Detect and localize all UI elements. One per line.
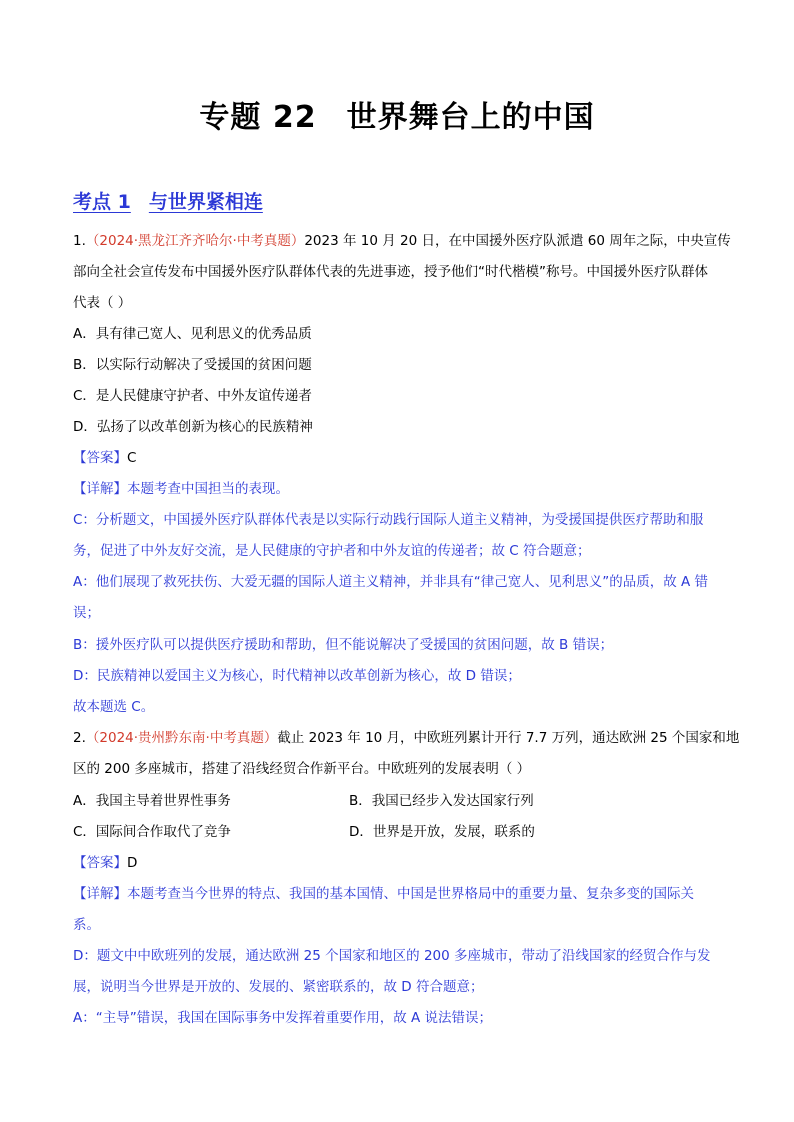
q1-stem-line-1 (73, 229, 731, 249)
q1-analysis-a-1: A：他们展现了救死扶伤、大爱无疆的国际人道主义精神，并非具有“律己宽人、见利思义”的品质，故 A 错 (73, 574, 709, 590)
q2-stem-line-1 (73, 726, 740, 746)
q2-explain-tag: 【详解】 (73, 886, 127, 902)
q1-stem-1: 2023 年 10 月 20 日，在中国援外医疗队派遣 60 周年之际，中央宣传 (304, 233, 731, 249)
q1-option-d: D．弘扬了以改革创新为核心的民族精神 (73, 419, 313, 435)
page-title (0, 92, 794, 136)
q2-answer-tag: 【答案】 (73, 855, 127, 871)
q1-analysis-b: B：援外医疗队可以提供医疗援助和帮助，但不能说解决了受援国的贫困问题，故 B 错误； (73, 637, 614, 653)
q2-answer-value: D (127, 855, 138, 871)
q1-option-b: B．以实际行动解决了受援国的贫困问题 (73, 357, 312, 373)
q1-option-c: C．是人民健康守护者、中外友谊传递者 (73, 388, 312, 404)
q1-explain-text: 本题考查中国担当的表现。 (127, 481, 289, 497)
q2-source: （2024·贵州黔东南·中考真题） (85, 730, 278, 746)
q1-explanation (73, 477, 723, 497)
q2-stem-line-2: 区的 200 多座城市，搭建了沿线经贸合作新平台。中欧班列的发展表明（ ） (73, 761, 531, 777)
section-prefix: 考点 1 (73, 191, 131, 213)
q1-explain-tag: 【详解】 (73, 481, 127, 497)
q1-conclusion: 故本题选 C。 (73, 699, 155, 715)
section-main: 与世界紧相连 (148, 191, 263, 213)
q1-stem-line-2: 部向全社会宣传发布中国援外医疗队群体代表的先进事迹，授予他们“时代楷模”称号。中国援外医疗队群体 (73, 264, 708, 280)
q1-answer-value: C (127, 450, 137, 466)
q1-number: 1. (73, 233, 86, 249)
q2-option-a: A．我国主导着世界性事务 (73, 793, 231, 809)
q2-analysis-a: A：“主导”错误，我国在国际事务中发挥着重要作用，故 A 说法错误； (73, 1010, 493, 1026)
q2-explain-text-1: 本题考查当今世界的特点、我国的基本国情、中国是世界格局中的重要力量、复杂多变的国际关 (127, 886, 694, 902)
q2-explanation-2: 系。 (73, 917, 100, 933)
q2-number: 2. (73, 730, 86, 746)
q1-answer (73, 446, 723, 466)
q2-option-c: C．国际间合作取代了竞争 (73, 824, 231, 840)
q2-option-b: B．我国已经步入发达国家行列 (349, 793, 534, 809)
title-prefix: 专题 22 (199, 100, 317, 135)
q2-analysis-d-1: D：题文中中欧班列的发展，通达欧洲 25 个国家和地区的 200 多座城市，带动了沿线国家的经贸合作与发 (73, 948, 711, 964)
q1-answer-tag: 【答案】 (73, 450, 127, 466)
q1-source: （2024·黑龙江齐齐哈尔·中考真题） (85, 233, 305, 249)
q2-explanation-1 (73, 882, 723, 902)
q1-analysis-a-2: 误； (73, 605, 100, 621)
q1-analysis-c-2: 务，促进了中外友好交流，是人民健康的守护者和中外友谊的传递者；故 C 符合题意； (73, 543, 591, 559)
q2-stem-1: 截止 2023 年 10 月，中欧班列累计开行 7.7 万列，通达欧洲 25 个国家和地 (277, 730, 740, 746)
q1-option-a: A．具有律己宽人、见利思义的优秀品质 (73, 326, 312, 342)
q1-analysis-d: D：民族精神以爱国主义为核心，时代精神以改革创新为核心，故 D 错误； (73, 668, 521, 684)
title-main: 世界舞台上的中国 (346, 100, 595, 135)
section-heading (73, 187, 263, 214)
q2-answer (73, 851, 723, 871)
q2-analysis-d-2: 展，说明当今世界是开放的、发展的、紧密联系的，故 D 符合题意； (73, 979, 484, 995)
q1-analysis-c-1: C：分析题文，中国援外医疗队群体代表是以实际行动践行国际人道主义精神，为受援国提供医疗帮助和服 (73, 512, 704, 528)
q1-stem-line-3: 代表（ ） (73, 295, 132, 311)
q2-option-d: D．世界是开放，发展，联系的 (349, 824, 535, 840)
